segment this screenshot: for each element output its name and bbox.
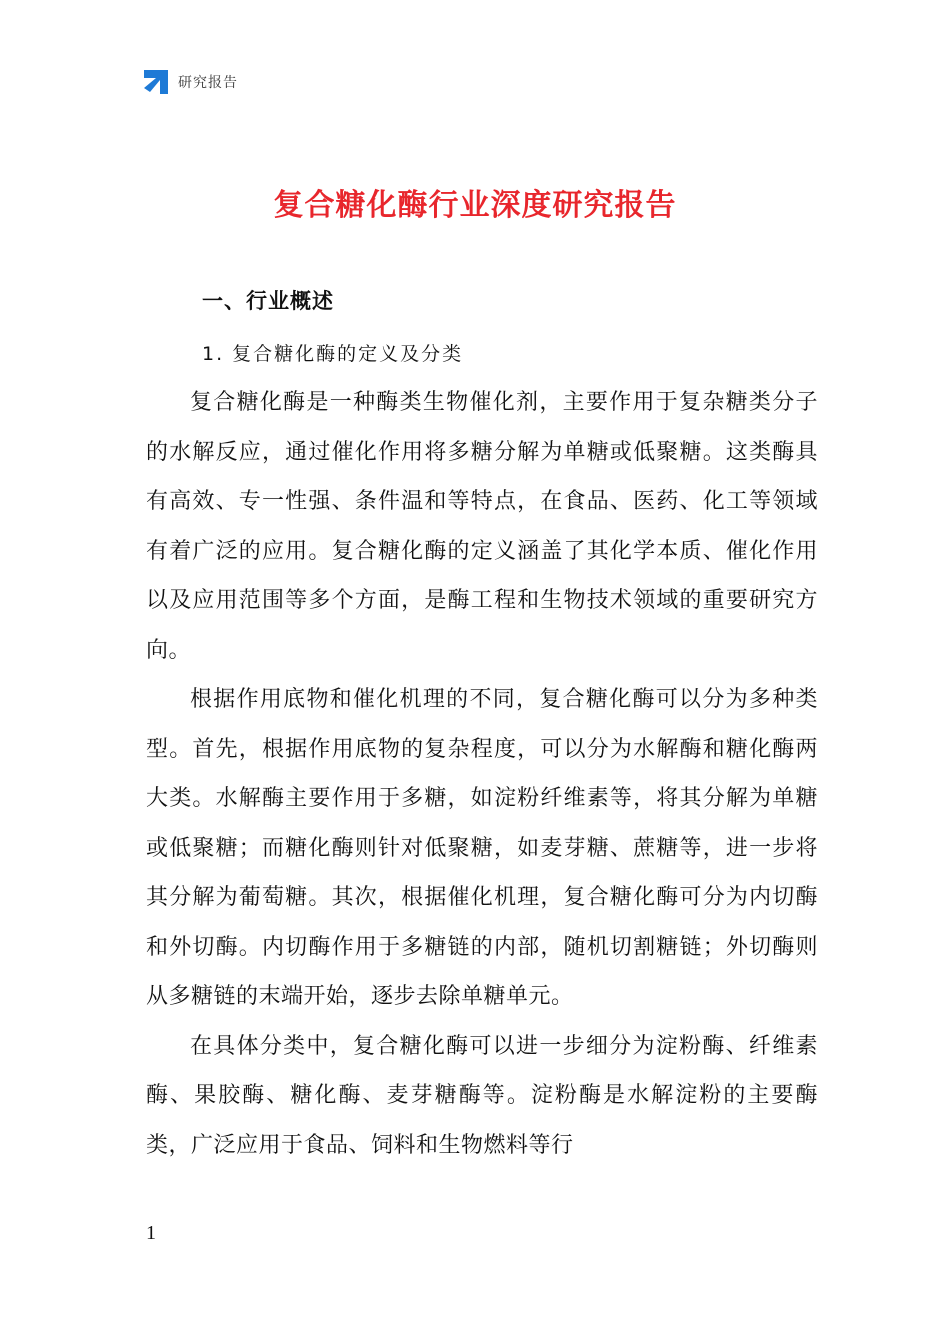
report-header [144,70,238,94]
paragraph-classification: 根据作用底物和催化机理的不同，复合糖化酶可以分为多种类型。首先，根据作用底物的复杂程度，可以分为水解酶和糖化酶两大类。水解酶主要作用于多糖，如淀粉纤维素等，将其分解为单糖或低聚糖；而糖化酶则针对低聚糖，如麦芽糖、蔗糖等，进一步将其分解为葡萄糖。其次，根据催化机理，复合糖化酶可分为内切酶和外切酶。内切酶作用于多糖链的内部，随机切割糖链；外切酶则从多糖链的末端开始，逐步去除单糖单元。 [146,687,818,1009]
header-label: 研究报告 [178,75,238,91]
sub-heading: 1. 复合糖化酶的定义及分类 [202,343,464,365]
paragraph-definition: 复合糖化酶是一种酶类生物催化剂，主要作用于复杂糖类分子的水解反应，通过催化作用将多糖分解为单糖或低聚糖。这类酶具有高效、专一性强、条件温和等特点，在食品、医药、化工等领域有着广泛的应用。复合糖化酶的定义涵盖了其化学本质、催化作用以及应用范围等多个方面，是酶工程和生物技术领域的重要研究方向。 [146,390,818,663]
section-heading: 一、行业概述 [202,289,334,313]
body-content [146,378,818,1170]
page-number: 1 [146,1222,156,1244]
paragraph-subtypes: 在具体分类中，复合糖化酶可以进一步细分为淀粉酶、纤维素酶、果胶酶、糖化酶、麦芽糖酶等。淀粉酶是水解淀粉的主要酶类，广泛应用于食品、饲料和生物燃料等行 [146,1033,818,1158]
document-title: 复合糖化酶行业深度研究报告 [273,188,677,223]
logo-arrow-icon [144,70,168,94]
